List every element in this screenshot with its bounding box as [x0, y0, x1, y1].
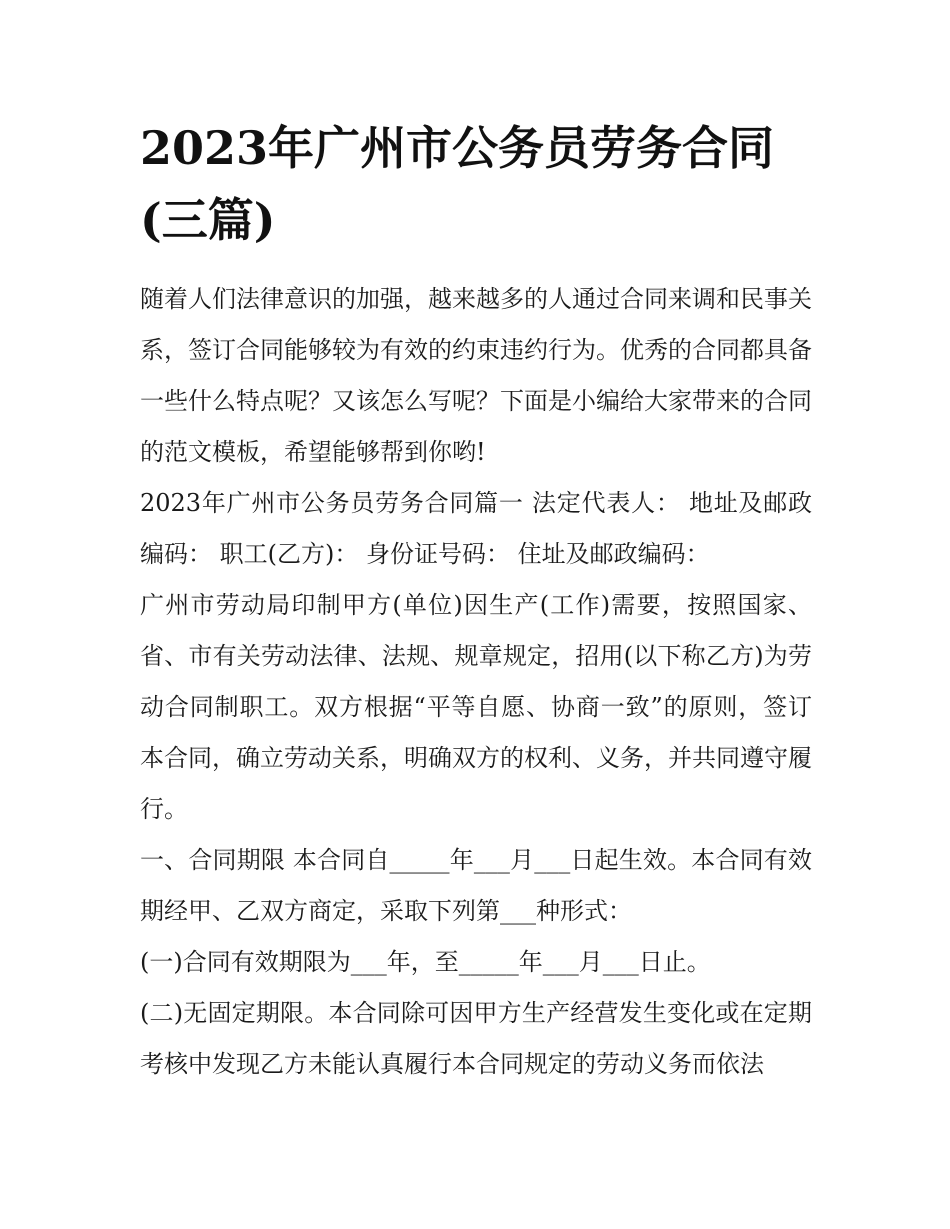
- contract-preamble-paragraph: 广州市劳动局印制甲方(单位)因生产(工作)需要，按照国家、省、市有关劳动法律、法规、规章规定，招用(以下称乙方)为劳动合同制职工。双方根据“平等自愿、协商一致”的原则，签订本合同，确立劳动关系，明确双方的权利、义务，并共同遵守履行。: [140, 591, 812, 823]
- contract-term-paragraph: 一、合同期限 本合同自_____年___月___日起生效。本合同有效期经甲、乙双方商定，采取下列第___种形式：: [140, 846, 812, 925]
- open-term-paragraph: (二)无固定期限。本合同除可因甲方生产经营发生变化或在定期考核中发现乙方未能认真履行本合同规定的劳动义务而依法: [140, 999, 812, 1078]
- document-page: [140, 112, 812, 1090]
- contract-parties-paragraph: 2023年广州市公务员劳务合同篇一 法定代表人： 地址及邮政编码： 职工(乙方)： 身份证号码： 住址及邮政编码：: [140, 489, 812, 568]
- intro-paragraph: 随着人们法律意识的加强，越来越多的人通过合同来调和民事关系，签订合同能够较为有效的约束违约行为。优秀的合同都具备一些什么特点呢？又该怎么写呢？下面是小编给大家带来的合同的范文模板，希望能够帮到你哟!: [140, 285, 812, 466]
- fixed-term-paragraph: (一)合同有效期限为___年，至_____年___月___日止。: [140, 948, 711, 976]
- document-title: 2023年广州市公务员劳务合同(三篇): [140, 121, 775, 247]
